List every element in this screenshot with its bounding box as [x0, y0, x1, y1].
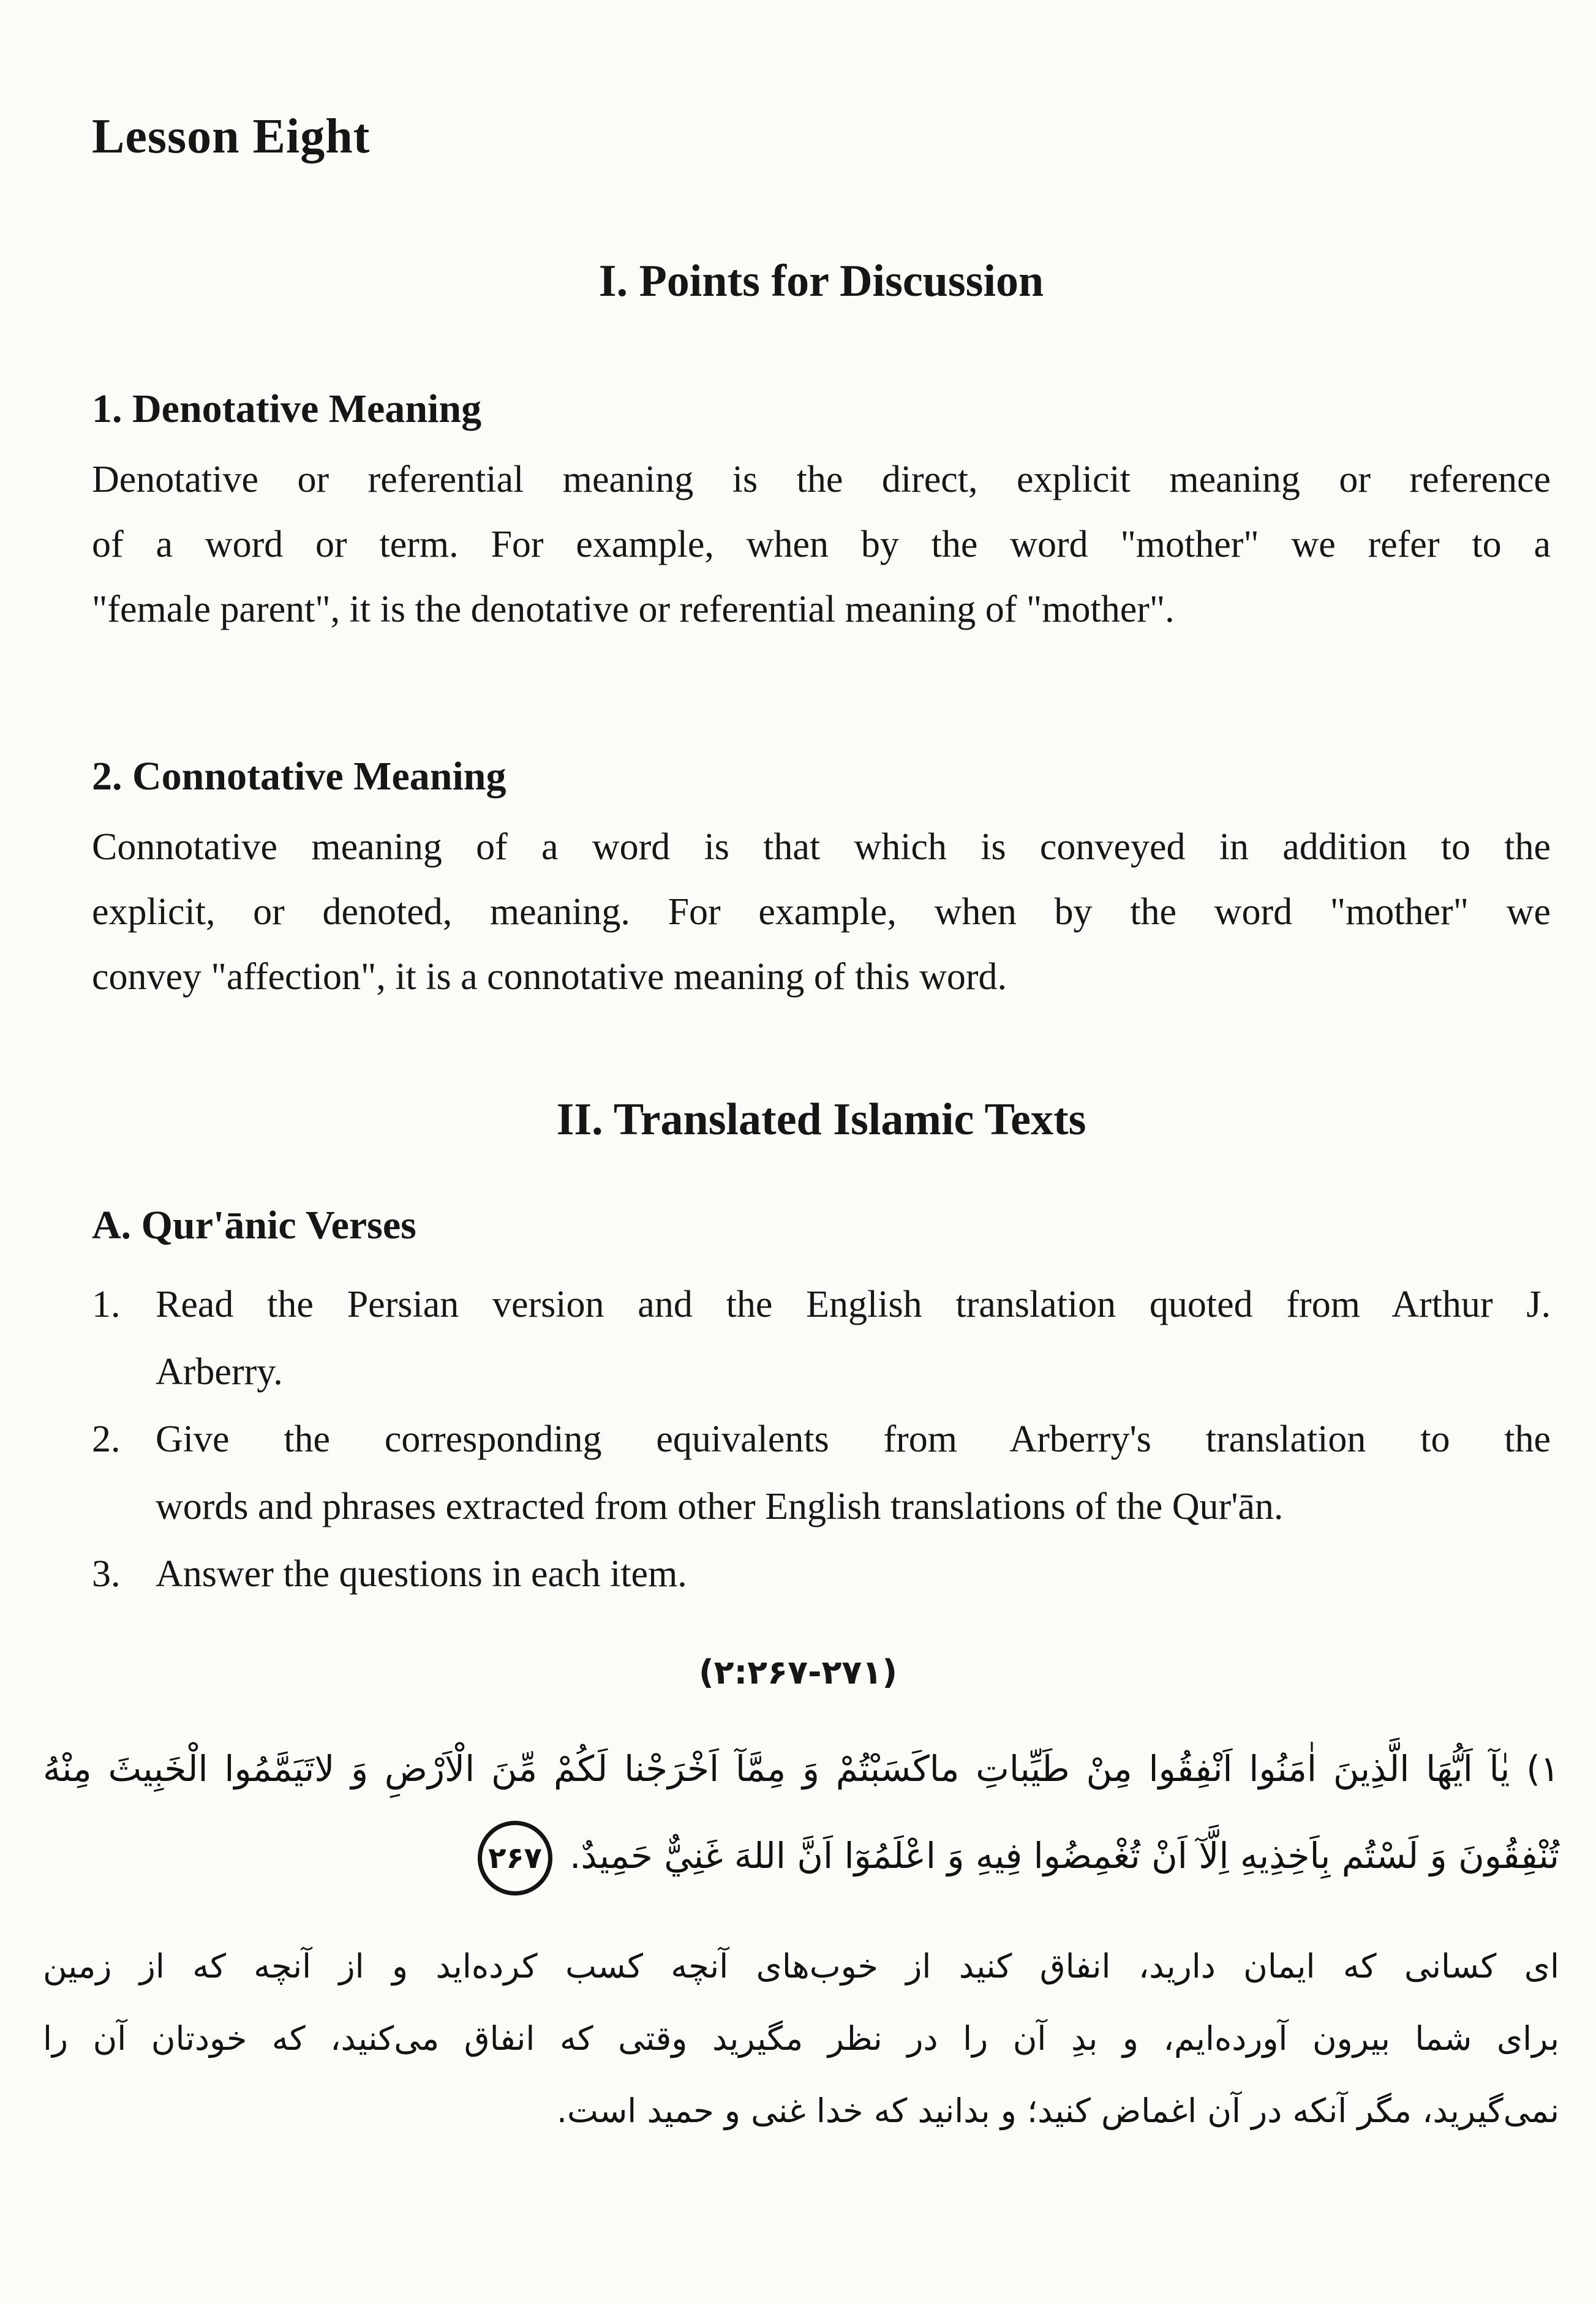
- arabic-verse-line-2-row: [43, 1814, 1559, 1897]
- text-line: explicit, or denoted, meaning. For example, when by the word "mother" we: [92, 891, 1551, 933]
- text-line: برای شما بیرون آورده‌ایم، و بدِ آن را در نظر مگیرید وقتی که انفاق می‌کنید، که خودتان آن را: [43, 2019, 1559, 2058]
- instruction-item-3: [92, 1540, 1551, 1608]
- verse-number-circle: ۲۶۷: [478, 1821, 552, 1896]
- arabic-verse-line-2: تُنْفِقُونَ وَ لَسْتُم بِاَخِذِيهِ اِلَّآ اَنْ تُغْمِضُوا فِيهِ وَ اعْلَمُوٓا اَنَّ اللهَ غَنِيٌّ حَمِيدٌ.: [570, 1835, 1559, 1877]
- text-line: Arberry.: [156, 1351, 283, 1393]
- instruction-number: 1.: [92, 1284, 121, 1325]
- lesson-title: Lesson Eight: [92, 110, 371, 164]
- instruction-text: [156, 1271, 1551, 1406]
- instruction-number: 2.: [92, 1418, 121, 1460]
- text-line: Connotative meaning of a word is that which is conveyed in addition to the: [92, 826, 1551, 868]
- instruction-item-1: [92, 1271, 1551, 1406]
- arabic-verse: [43, 1727, 1559, 1897]
- instruction-item-2: [92, 1406, 1551, 1540]
- text-line: words and phrases extracted from other English translations of the Qur'ān.: [156, 1486, 1284, 1527]
- instruction-text: [156, 1540, 1551, 1608]
- verse-reference: (۲:۲۶۷-۲۷۱): [698, 1653, 898, 1692]
- text-line: Denotative or referential meaning is the direct, explicit meaning or reference: [92, 459, 1551, 500]
- arabic-verse-line-1: ۱) يٰآ اَيُّهَا الَّذِينَ اٰمَنُوا اَنْفِقُوا مِنْ طَيِّباتِ ماكَسَبْتُمْ وَ مِمَّآ اَخْرَجْنا لَكُمْ مِّنَ الْاَرْضِ وَ لاتَيَمَّمُوا الْخَبِيثَ مِنْهُ: [43, 1748, 1559, 1790]
- instruction-list: [92, 1271, 1551, 1608]
- persian-translation-paragraph: [43, 1930, 1559, 2147]
- connotative-meaning-paragraph: [92, 815, 1551, 1009]
- quranic-verses-subheading: A. Qur'ānic Verses: [92, 1203, 416, 1248]
- text-line: ای کسانی که ایمان دارید، انفاق کنید از خوب‌های آنچه کسب کرده‌اید و از آنچه که از زمین: [43, 1947, 1559, 1986]
- text-line: Answer the questions in each item.: [156, 1553, 687, 1595]
- text-line: of a word or term. For example, when by the word "mother" we refer to a: [92, 524, 1551, 565]
- denotative-meaning-paragraph: [92, 447, 1551, 642]
- scanned-book-page: [0, 109, 1596, 2304]
- text-line: convey "affection", it is a connotative meaning of this word.: [92, 956, 1007, 998]
- translated-islamic-texts-heading: II. Translated Islamic Texts: [556, 1094, 1086, 1145]
- text-line: "female parent", it is the denotative or referential meaning of "mother".: [92, 589, 1175, 630]
- text-line: Give the corresponding equivalents from Arberry's translation to the: [156, 1418, 1551, 1460]
- connotative-meaning-heading: 2. Connotative Meaning: [92, 754, 506, 799]
- text-line: نمی‌گیرید، مگر آنکه در آن اغماض کنید؛ و بدانید که خدا غنی و حمید است.: [556, 2091, 1559, 2130]
- text-line: Read the Persian version and the English translation quoted from Arthur J.: [156, 1284, 1551, 1325]
- points-for-discussion-heading: I. Points for Discussion: [598, 256, 1044, 306]
- instruction-number: 3.: [92, 1553, 121, 1595]
- denotative-meaning-heading: 1. Denotative Meaning: [92, 386, 482, 431]
- instruction-text: [156, 1406, 1551, 1540]
